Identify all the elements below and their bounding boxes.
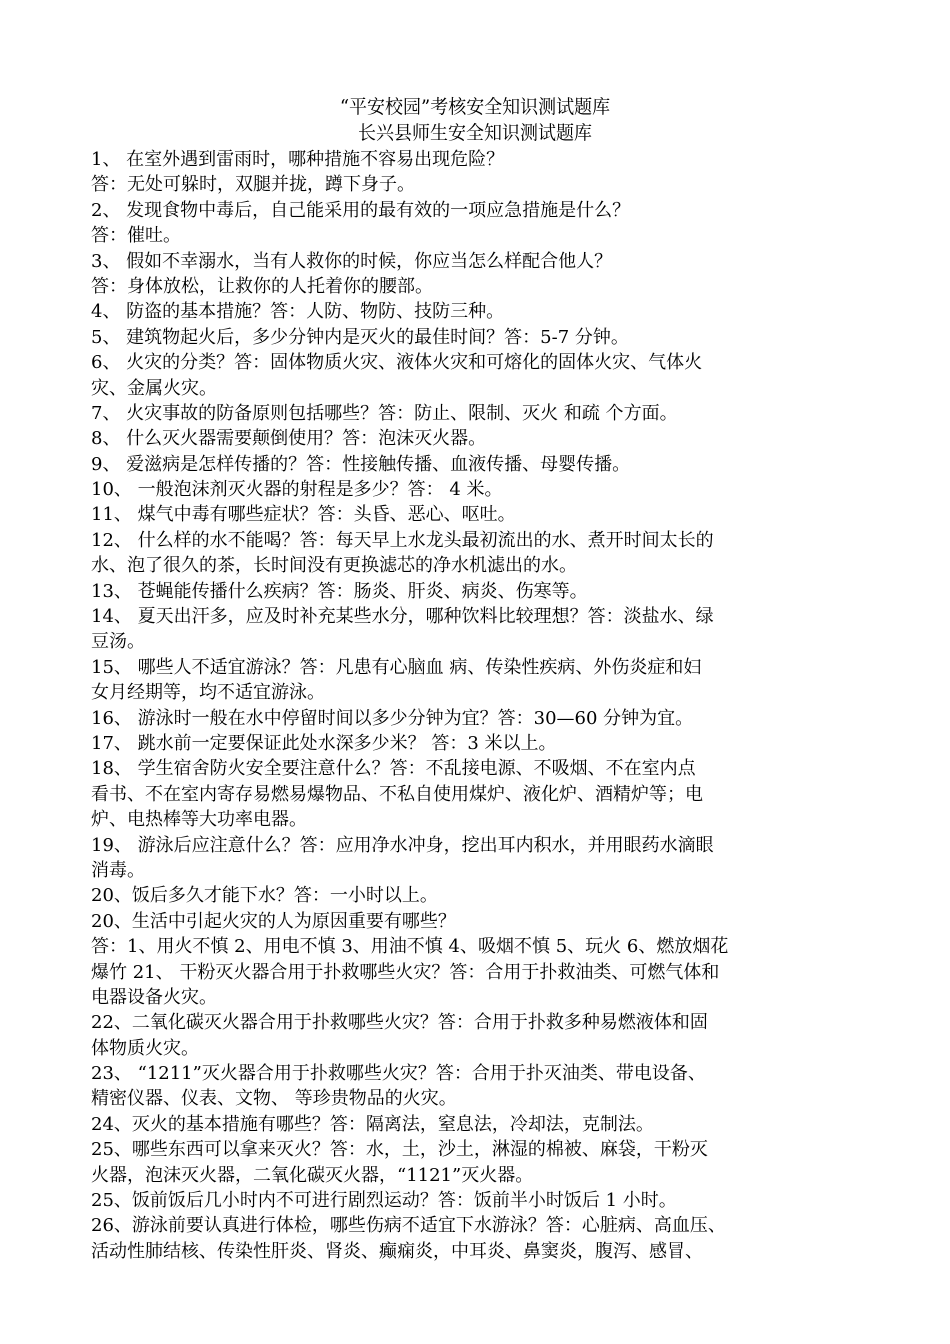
document-title: “平安校园”考核安全知识测试题库 [339,96,611,118]
text-line: 消毒。 [91,859,145,881]
text-line: 豆汤。 [91,631,145,653]
text-line: 20、生活中引起火灾的人为原因重要有哪些？ [91,910,456,932]
text-line: 11、 煤气中毒有哪些症状？答：头昏、恶心、呕吐。 [91,504,516,526]
text-line: 电器设备火灾。 [91,986,217,1008]
text-line: 25、哪些东西可以拿来灭火？答：水，土，沙土，淋湿的棉被、麻袋，干粉灭 [91,1139,708,1161]
text-line: 看书、不在室内寄存易燃易爆物品、不私自使用煤炉、液化炉、酒精炉等；电 [91,783,703,805]
text-line: 精密仪器、仪表、文物、 等珍贵物品的火灾。 [91,1088,457,1110]
text-line: 答：1、用火不慎 2、用电不慎 3、用油不慎 4、吸烟不慎 5、玩火 6、燃放烟花 [91,936,729,958]
text-line: 25、饭前饭后几小时内不可进行剧烈运动？答：饭前半小时饭后 1 小时。 [91,1190,677,1212]
text-line: 4、 防盗的基本措施？答：人防、物防、技防三种。 [91,301,505,323]
text-line: 活动性肺结核、传染性肝炎、肾炎、癫痫炎，中耳炎、鼻窦炎，腹泻、感冒、 [91,1240,703,1262]
text-line: 5、 建筑物起火后，多少分钟内是灭火的最佳时间？答：5-7 分钟。 [91,326,629,348]
text-line: 2、 发现食物中毒后，自己能采用的最有效的一项应急措施是什么？ [91,199,631,221]
text-line: 灾、金属火灾。 [91,377,217,399]
text-line: 15、 哪些人不适宜游泳？答：凡患有心脑血 病、传染性疾病、外伤炎症和妇 [91,656,702,678]
text-line: 炉、电热棒等大功率电器。 [91,809,307,831]
text-line: 22、二氧化碳灭火器合用于扑救哪些火灾？答：合用于扑救多种易燃液体和固 [91,1012,708,1034]
text-line: 26、游泳前要认真进行体检，哪些伤病不适宜下水游泳？答：心脏病、高血压、 [91,1215,726,1237]
text-line: 答：无处可躲时，双腿并拢，蹲下身子。 [91,174,415,196]
text-line: 答：催吐。 [91,225,181,247]
text-line: 女月经期等，均不适宜游泳。 [91,682,325,704]
text-line: 1、 在室外遇到雷雨时，哪种措施不容易出现危险？ [91,149,505,170]
text-line: 8、 什么灭火器需要颠倒使用？答：泡沫灭火器。 [91,428,487,450]
title-block [0,94,950,146]
text-line: 17、 跳水前一定要保证此处水深多少米？ 答：3 米以上。 [91,732,557,754]
text-line: 6、 火灾的分类？答：固体物质火灾、液体火灾和可熔化的固体火灾、气体火 [91,352,703,374]
text-line: 3、 假如不幸溺水，当有人救你的时候，你应当怎么样配合他人？ [91,250,613,272]
text-line: 13、 苍蝇能传播什么疾病？答：肠炎、肝炎、病炎、伤寒等。 [91,580,588,602]
document-subtitle: 长兴县师生安全知识测试题库 [358,122,592,144]
text-line: 16、 游泳时一般在水中停留时间以多少分钟为宜？答：30—60 分钟为宜。 [91,707,694,729]
document-body [91,147,871,1264]
text-line: 12、 什么样的水不能喝？答：每天早上水龙头最初流出的水、煮开时间太长的 [91,529,714,551]
text-line: 爆竹 21、 干粉灭火器合用于扑救哪些火灾？答：合用于扑救油类、可燃气体和 [91,961,720,983]
text-line: 火器，泡沫灭火器，二氧化碳灭火器，“1121”灭火器。 [91,1164,534,1186]
text-line: 18、 学生宿舍防火安全要注意什么？答：不乱接电源、不吸烟、不在室内点 [91,758,696,780]
text-line: 水、泡了很久的茶，长时间没有更换滤芯的净水机滤出的水。 [91,555,577,577]
text-line: 14、 夏天出汗多，应及时补充某些水分，哪种饮料比较理想？答：淡盐水、绿 [91,606,714,628]
text-line: 体物质火灾。 [91,1037,199,1059]
text-line: 19、 游泳后应注意什么？答：应用净水冲身，挖出耳内积水，并用眼药水滴眼 [91,834,714,856]
text-line: 7、 火灾事故的防备原则包括哪些？答：防止、限制、灭火 和疏 个方面。 [91,402,678,424]
text-line: 20、饭后多久才能下水？答：一小时以上。 [91,885,438,907]
text-line: 9、 爱滋病是怎样传播的？答：性接触传播、血液传播、母婴传播。 [91,453,631,475]
text-line: 答：身体放松，让救你的人托着你的腰部。 [91,275,433,297]
text-line: 24、灭火的基本措施有哪些？答：隔离法，窒息法，冷却法，克制法。 [91,1113,654,1135]
text-line: 10、 一般泡沫剂灭火器的射程是多少？答： 4 米。 [91,479,503,501]
text-line: 23、 “1211”灭火器合用于扑救哪些火灾？答：合用于扑灭油类、带电设备、 [91,1063,706,1085]
